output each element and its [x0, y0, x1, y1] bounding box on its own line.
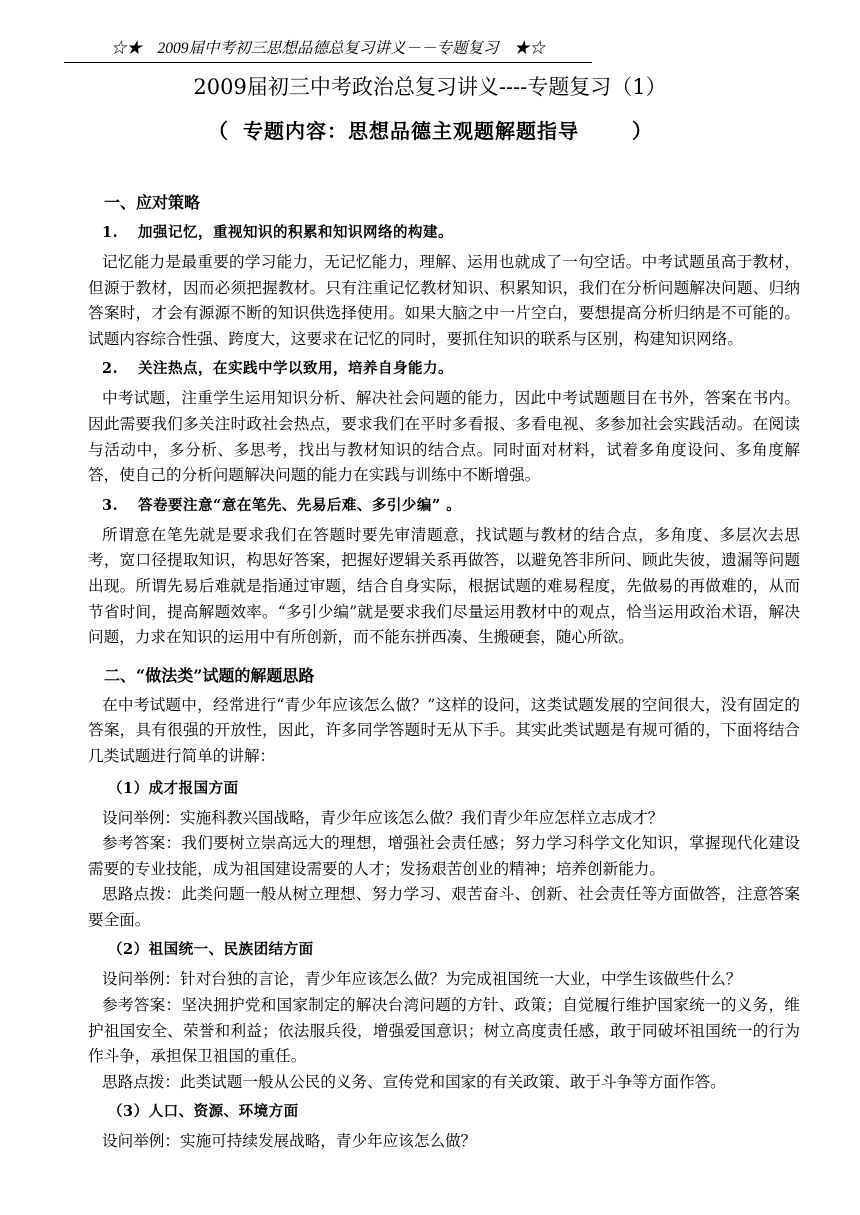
running-header: ☆★ 2009届中考初三思想品德总复习讲义－－专题复习 ★☆: [64, 38, 592, 63]
thinking-tip: 思路点拨：此类问题一般从树立理想、努力学习、艰苦奋斗、创新、社会责任等方面做答，注意答案要全面。: [88, 885, 800, 929]
strategy-item-title: [88, 491, 800, 521]
subtitle-text: 专题内容：思想品德主观题解题指导: [243, 119, 579, 143]
item-number: 1.: [102, 224, 119, 241]
paragraph: 记忆能力是最重要的学习能力，无记忆能力，理解、运用也就成了一句空话。中考试题虽高于教材，但源于教材，因而必须把握教材。只有注重记忆教材知识、积累知识，我们在分析问题解决问题、归纳答案时，才会有源源不断的知识供选择使用。如果大脑之中一片空白，要想提高分析归纳是不可能的。试题内容综合性强、跨度大，这要求在记忆的同时，要抓住知识的联系与区别，构建知识网络。: [88, 253, 800, 348]
reference-answer: 参考答案：坚决拥护党和国家制定的解决台湾问题的方针、政策；自觉履行维护国家统一的义务，维护祖国安全、荣誉和利益；依法服兵役，增强爱国意识；树立高度责任感，敢于同破坏祖国统一的行为作斗争，承担保卫祖国的重任。: [88, 996, 800, 1066]
reference-answer: 参考答案：我们要树立崇高远大的理想，增强社会责任感；努力学习科学文化知识，掌握现代化建设需要的专业技能，成为祖国建设需要的人才；发扬艰苦创业的精神；培养创新能力。: [88, 834, 800, 878]
topic-title: （1）成才报国方面: [108, 779, 239, 797]
thinking-tip: 思路点拨：此类试题一般从公民的义务、宣传党和国家的有关政策、敢于斗争等方面作答。: [102, 1072, 726, 1091]
section-heading-method: 二、“做法类”试题的解题思路: [104, 665, 315, 685]
section-heading-strategy: 一、应对策略: [104, 193, 201, 212]
page-title: 2009届初三中考政治总复习讲义----专题复习（1）: [193, 75, 667, 99]
question-example: 设问举例：实施科教兴国战略，青少年应该怎么做？我们青少年应怎样立志成才？: [102, 808, 664, 827]
item-title-text: 关注热点，在实践中学以致用，培养自身能力。: [138, 360, 453, 378]
subtitle-open-paren: （: [208, 119, 228, 143]
paragraph: 中考试题，注重学生运用知识分析、解决社会问题的能力，因此中考试题题目在书外，答案在书内。因此需要我们多关注时政社会热点，要求我们在平时多看报、多看电视、多参加社会实践活动。在阅读与活动中，多分析、多思考，找出与教材知识的结合点。同时面对材料，试着多角度设问、多角度解答，使自己的分析问题解决问题的能力在实践与训练中不断增强。: [88, 389, 800, 485]
paragraph: 所谓意在笔先就是要求我们在答题时要先审清题意，找试题与教材的结合点，多角度、多层次去思考，宽口径提取知识，构思好答案，把握好逻辑关系再做答，以避免答非所问、顾此失彼，遗漏等问题出现。所谓先易后难就是指通过审题，结合自身实际，根据试题的难易程度，先做易的再做难的，从而节省时间，提高解题效率。“多引少编”就是要求我们尽量运用教材中的观点，恰当运用政治术语，解决问题，力求在知识的运用中有所创新，而不能东拼西凑、生搬硬套，随心所欲。: [88, 525, 800, 647]
item-title-text: 加强记忆，重视知识的积累和知识网络的构建。: [138, 224, 453, 241]
question-example: 设问举例：针对台独的言论，青少年应该怎么做？为完成祖国统一大业，中学生该做些什么？: [102, 970, 742, 989]
subtitle-close-paren: ）: [632, 119, 652, 143]
strategy-item-title: [88, 218, 800, 248]
document-body: [88, 188, 800, 1155]
strategy-item-title: [88, 354, 800, 384]
paragraph: 在中考试题中，经常进行“青少年应该怎么做？”这样的设问，这类试题发展的空间很大，没有固定的答案，具有很强的开放性，因此，许多同学答题时无从下手。其实此类试题是有规可循的，下面将结合几类试题进行简单的讲解：: [88, 695, 800, 765]
item-number: 3.: [102, 496, 119, 514]
topic-title: （3）人口、资源、环境方面: [108, 1103, 299, 1121]
topic-title: （2）祖国统一、民族团结方面: [108, 941, 314, 959]
item-number: 2.: [102, 360, 119, 378]
question-example: 设问举例：实施可持续发展战略，青少年应该怎么做？: [102, 1132, 477, 1151]
item-title-text: 答卷要注意“意在笔先、先易后难、多引少编” 。: [138, 496, 462, 514]
